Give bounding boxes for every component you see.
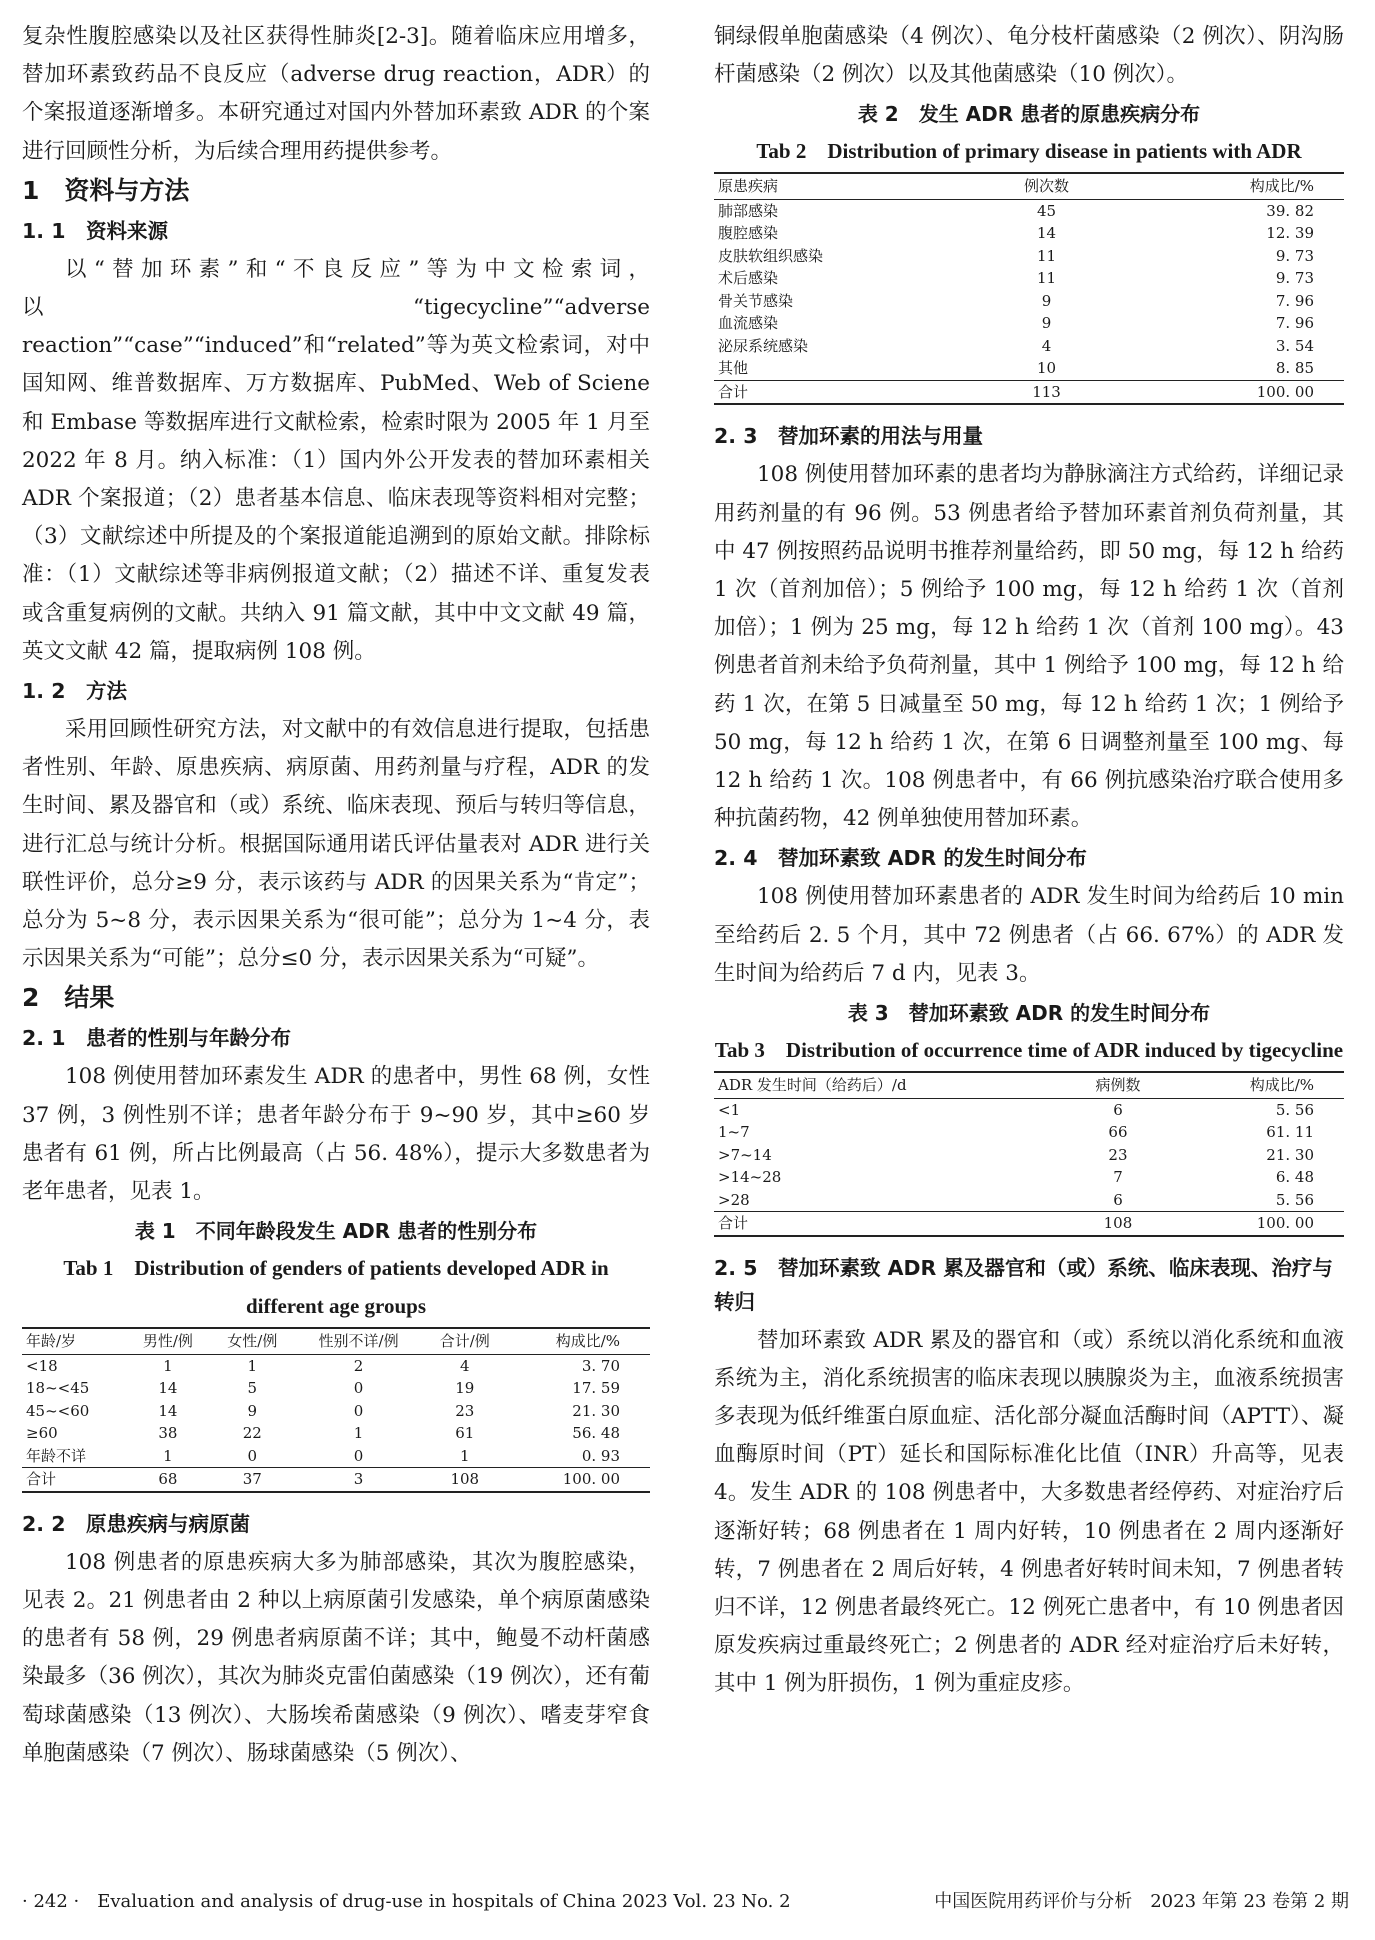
continued-paragraph: 铜绿假单胞菌感染（4 例次）、龟分枝杆菌感染（2 例次）、阴沟肠杆菌感染（2 例次）以及其他菌感染（10 例次）。 <box>714 24 1344 88</box>
table-cell: 108 <box>1070 1212 1166 1236</box>
table-1 <box>22 1327 650 1493</box>
table-cell: 21. 30 <box>1266 1145 1314 1164</box>
table-cell: 年龄不详 <box>26 1446 87 1465</box>
table-cell: 2 <box>353 1356 364 1375</box>
table-cell: 61. 11 <box>1266 1123 1314 1142</box>
table-header-cell: 构成比/% <box>1110 173 1344 199</box>
table-cell: 100. 00 <box>1166 1212 1344 1236</box>
table-cell: 泌尿系统感染 <box>718 336 809 355</box>
table-cell: 6 <box>1113 1100 1123 1119</box>
table-cell: 7. 96 <box>1275 291 1314 310</box>
table-cell: >7~14 <box>718 1145 772 1164</box>
table-cell: 12. 39 <box>1266 224 1314 243</box>
section-2-4-heading: 2. 4 替加环素致 ADR 的发生时间分布 <box>714 846 1087 871</box>
table-row <box>22 1377 650 1400</box>
table-cell: 5. 56 <box>1275 1100 1314 1119</box>
table-header-cell: 构成比/% <box>1166 1072 1344 1098</box>
table-cell: 0 <box>353 1446 364 1465</box>
table-cell: 17. 59 <box>572 1379 620 1398</box>
table-row <box>714 1189 1344 1212</box>
table-cell: 22 <box>242 1424 262 1443</box>
table-cell: >14~28 <box>718 1168 782 1187</box>
table-header-cell: 病例数 <box>1070 1072 1166 1098</box>
table-cell: 5 <box>247 1379 258 1398</box>
footer-right: 中国医院用药评价与分析 2023 年第 23 卷第 2 期 <box>934 1891 1349 1912</box>
section-2-heading: 2 结果 <box>22 983 115 1013</box>
table-cell: 合计 <box>714 1212 1070 1236</box>
table-cell: 68 <box>126 1468 210 1492</box>
table-header-row <box>714 173 1344 199</box>
table-cell: 5. 56 <box>1275 1190 1314 1209</box>
table-cell: 56. 48 <box>572 1424 620 1443</box>
table-cell: 10 <box>1036 359 1057 378</box>
table-cell: 11 <box>1036 246 1057 265</box>
table-cell: 1 <box>353 1424 364 1443</box>
table-cell: 0 <box>353 1379 364 1398</box>
section-1-2-paragraph: 采用回顾性研究方法，对文献中的有效信息进行提取，包括患者性别、年龄、原患疾病、病原菌、用药剂量与疗程，ADR 的发生时间、累及器官和（或）系统、临床表现、预后与转归等信息，进行汇总与统计分析。根据国际通用诺氏评估量表对 ADR 进行关联性评价，总分≥9 分，表示该药与 ADR 的因果关系为“肯定”；总分为 5~8 分，表示因果关系为“很可能”；总分为 1~4 分，表示因果关系为“可能”；总分≤0 分，表示因果关系为“可疑”。 <box>22 717 650 972</box>
table-cell: 39. 82 <box>1266 201 1314 220</box>
table-cell: 血流感染 <box>718 314 779 333</box>
table-cell: 合计 <box>714 380 983 404</box>
table-cell: 9 <box>1041 291 1052 310</box>
table-cell: 3 <box>295 1468 423 1492</box>
table-cell: 19 <box>455 1379 475 1398</box>
table-2-caption-en: Tab 2 Distribution of primary disease in patients with ADR <box>756 139 1302 164</box>
table-2 <box>714 172 1344 405</box>
table-cell: 皮肤软组织感染 <box>718 246 824 265</box>
table-cell: 1 <box>460 1446 470 1465</box>
table-cell: 23 <box>1108 1145 1128 1164</box>
table-cell: 7. 96 <box>1275 314 1314 333</box>
table-header-cell: 构成比/% <box>507 1328 650 1354</box>
table-row <box>714 222 1344 245</box>
table-header-cell: 合计/例 <box>423 1328 507 1354</box>
table-header-cell: 例次数 <box>983 173 1109 199</box>
table-cell: 23 <box>455 1401 475 1420</box>
table-header-cell: 性别不详/例 <box>295 1328 423 1354</box>
table-cell: 66 <box>1108 1123 1128 1142</box>
table-row <box>714 199 1344 222</box>
table-1-caption-cn: 表 1 不同年龄段发生 ADR 患者的性别分布 <box>134 1219 538 1244</box>
table-cell: 45~<60 <box>26 1401 90 1420</box>
table-row <box>714 245 1344 268</box>
table-row <box>714 1144 1344 1167</box>
table-row <box>22 1422 650 1445</box>
section-1-1-heading: 1. 1 资料来源 <box>22 218 168 243</box>
table-cell: 腹腔感染 <box>718 224 779 243</box>
table-cell: 术后感染 <box>718 269 779 288</box>
section-2-1-heading: 2. 1 患者的性别与年龄分布 <box>22 1026 291 1051</box>
table-cell: 骨关节感染 <box>718 291 794 310</box>
table-header-row <box>22 1328 650 1354</box>
table-row <box>714 1166 1344 1189</box>
table-row <box>714 312 1344 335</box>
table-cell: 合计 <box>22 1468 126 1492</box>
table-row <box>714 290 1344 313</box>
table-row <box>22 1400 650 1423</box>
table-1-caption-en: Tab 1 Distribution of genders of patients developed ADR in different age groups <box>63 1256 609 1319</box>
table-cell: 38 <box>158 1424 178 1443</box>
table-row <box>714 1098 1344 1121</box>
table-cell: 肺部感染 <box>718 201 779 220</box>
table-cell: 11 <box>1036 269 1057 288</box>
table-cell: 1 <box>163 1356 173 1375</box>
footer-left: · 242 · Evaluation and analysis of drug-use in hospitals of China 2023 Vol. 23 No. 2 <box>22 1891 791 1912</box>
section-1-heading: 1 资料与方法 <box>22 175 190 205</box>
table-cell: ≥60 <box>26 1424 58 1443</box>
section-1-1-paragraph: 以“替加环素”和“不良反应”等为中文检索词，以“tigecycline”“adverse reaction”“case”“induced”和“related”等为英文检索词，对中国知网、维普数据库、万方数据库、PubMed、Web of Sciene 和 Embase 等数据库进行文献检索，检索时限为 2005 年 1 月至 2022 年 8 月。纳入标准：（1）国内外公开发表的替加环素相关 ADR 个案报道；（2）患者基本信息、临床表现等资料相对完整；（3）文献综述中所提及的个案报道能追溯到的原始文献。排除标准：（1）文献综述等非病例报道文献；（2）描述不详、重复发表或含重复病例的文献。共纳入 91 篇文献，其中中文文献 49 篇，英文文献 42 篇，提取病例 108 例。 <box>22 256 650 664</box>
section-1-2-heading: 1. 2 方法 <box>22 679 127 704</box>
table-cell: 7 <box>1113 1168 1123 1187</box>
table-cell: 45 <box>1036 201 1057 220</box>
table-cell: 14 <box>158 1401 178 1420</box>
table-cell: 9 <box>1041 314 1052 333</box>
table-cell: 21. 30 <box>572 1401 620 1420</box>
table-cell: 4 <box>1041 336 1052 355</box>
section-2-2-paragraph: 108 例患者的原患疾病大多为肺部感染，其次为腹腔感染，见表 2。21 例患者由 2 种以上病原菌引发感染，单个病原菌感染的患者有 58 例，29 例患者病原菌不详；其中，鲍曼不动杆菌感染最多（36 例次），其次为肺炎克雷伯菌感染（19 例次），还有葡萄球菌感染（13 例次）、大肠埃希菌感染（9 例次）、嗜麦芽窄食单胞菌感染（7 例次）、肠球菌感染（5 例次）、 <box>22 1549 650 1766</box>
table-header-cell: 原患疾病 <box>714 173 983 199</box>
table-row <box>714 267 1344 290</box>
table-cell: 1~7 <box>718 1123 750 1142</box>
table-cell: 37 <box>210 1468 294 1492</box>
section-2-5-heading: 2. 5 替加环素致 ADR 累及器官和（或）系统、临床表现、治疗与转归 <box>714 1255 1333 1314</box>
right-column <box>714 18 1344 1704</box>
table-cell: 其他 <box>718 359 749 378</box>
intro-paragraph: 复杂性腹腔感染以及社区获得性肺炎[2-3]。随着临床应用增多，替加环素致药品不良反应（adverse drug reaction，ADR）的个案报道逐渐增多。本研究通过对国内外替加环素致 ADR 的个案进行回顾性分析，为后续合理用药提供参考。 <box>22 24 650 164</box>
left-column <box>22 18 650 1773</box>
section-2-5-paragraph: 替加环素致 ADR 累及的器官和（或）系统以消化系统和血液系统为主，消化系统损害的临床表现以胰腺炎为主，血液系统损害多表现为低纤维蛋白原血症、活化部分凝血活酶时间（APTT）、凝血酶原时间（PT）延长和国际标准化比值（INR）升高等，见表 4。发生 ADR 的 108 例患者中，大多数患者经停药、对症治疗后逐渐好转；68 例患者在 1 周内好转，10 例患者在 2 周内逐渐好转，7 例患者在 2 周后好转，4 例患者好转时间未知，7 例患者转归不详，12 例患者最终死亡。12 例死亡患者中，有 10 例患者因原发疾病过重最终死亡；2 例患者的 ADR 经对症治疗后未好转，其中 1 例为肝损伤，1 例为重症皮疹。 <box>714 1327 1344 1697</box>
table-cell: 0 <box>247 1446 258 1465</box>
table-header-cell: 年龄/岁 <box>22 1328 126 1354</box>
table-cell: 61 <box>455 1424 475 1443</box>
table-row <box>714 1121 1344 1144</box>
table-cell: 0 <box>353 1401 364 1420</box>
table-cell: 9. 73 <box>1275 246 1314 265</box>
table-row <box>22 1354 650 1377</box>
table-row <box>22 1445 650 1468</box>
section-2-3-paragraph: 108 例使用替加环素的患者均为静脉滴注方式给药，详细记录用药剂量的有 96 例。53 例患者给予替加环素首剂负荷剂量，其中 47 例按照药品说明书推荐剂量给药，即 50 mg，每 12 h 给药 1 次（首剂加倍）；5 例给予 100 mg，每 12 h 给药 1 次（首剂加倍）；1 例为 25 mg，每 12 h 给药 1 次（首剂 100 mg）。43 例患者首剂未给予负荷剂量，其中 1 例给予 100 mg，每 12 h 给药 1 次，在第 5 日减量至 50 mg，每 12 h 给药 1 次；1 例给予 50 mg，每 12 h 给药 1 次，在第 6 日调整剂量至 100 mg、每 12 h 给药 1 次。108 例患者中，有 66 例抗感染治疗联合使用多种抗菌药物，42 例单独使用替加环素。 <box>714 462 1344 832</box>
table-total-row <box>714 380 1344 404</box>
table-header-cell: 男性/例 <box>126 1328 210 1354</box>
table-total-row <box>714 1212 1344 1236</box>
table-header-cell: ADR 发生时间（给药后）/d <box>714 1072 1070 1098</box>
table-cell: 9. 73 <box>1275 269 1314 288</box>
table-2-caption-cn: 表 2 发生 ADR 患者的原患疾病分布 <box>857 102 1201 127</box>
section-2-2-heading: 2. 2 原患疾病与病原菌 <box>22 1511 250 1536</box>
table-cell: 108 <box>423 1468 507 1492</box>
section-2-1-paragraph: 108 例使用替加环素发生 ADR 的患者中，男性 68 例，女性 37 例，3 例性别不详；患者年龄分布于 9~90 岁，其中≥60 岁患者有 61 例，所占比例最高（占 56. 48%），提示大多数患者为老年患者，见表 1。 <box>22 1064 650 1205</box>
table-cell: 3. 54 <box>1275 336 1314 355</box>
table-cell: 3. 70 <box>581 1356 620 1375</box>
table-cell: 14 <box>158 1379 178 1398</box>
table-cell: 113 <box>983 380 1109 404</box>
table-cell: 6. 48 <box>1275 1168 1314 1187</box>
table-cell: >28 <box>718 1190 750 1209</box>
table-cell: <18 <box>26 1356 58 1375</box>
table-cell: 100. 00 <box>507 1468 650 1492</box>
table-3-caption-cn: 表 3 替加环素致 ADR 的发生时间分布 <box>847 1001 1211 1026</box>
table-total-row <box>22 1468 650 1492</box>
table-cell: 1 <box>163 1446 173 1465</box>
table-row <box>714 357 1344 380</box>
table-cell: 1 <box>247 1356 258 1375</box>
table-cell: 4 <box>460 1356 470 1375</box>
section-2-3-heading: 2. 3 替加环素的用法与用量 <box>714 424 983 449</box>
table-cell: 6 <box>1113 1190 1123 1209</box>
table-cell: 100. 00 <box>1110 380 1344 404</box>
table-cell: <1 <box>718 1100 741 1119</box>
table-3 <box>714 1071 1344 1237</box>
table-cell: 9 <box>247 1401 258 1420</box>
table-header-row <box>714 1072 1344 1098</box>
table-cell: 0. 93 <box>581 1446 620 1465</box>
section-2-4-paragraph: 108 例使用替加环素患者的 ADR 发生时间为给药后 10 min 至给药后 2. 5 个月，其中 72 例患者（占 66. 67%）的 ADR 发生时间为给药后 7 d 内，见表 3。 <box>714 884 1344 986</box>
table-cell: 8. 85 <box>1275 359 1314 378</box>
table-3-caption-en: Tab 3 Distribution of occurrence time of ADR induced by tigecycline <box>714 1038 1344 1063</box>
table-row <box>714 335 1344 358</box>
table-cell: 18~<45 <box>26 1379 90 1398</box>
table-cell: 14 <box>1036 224 1057 243</box>
table-header-cell: 女性/例 <box>210 1328 294 1354</box>
